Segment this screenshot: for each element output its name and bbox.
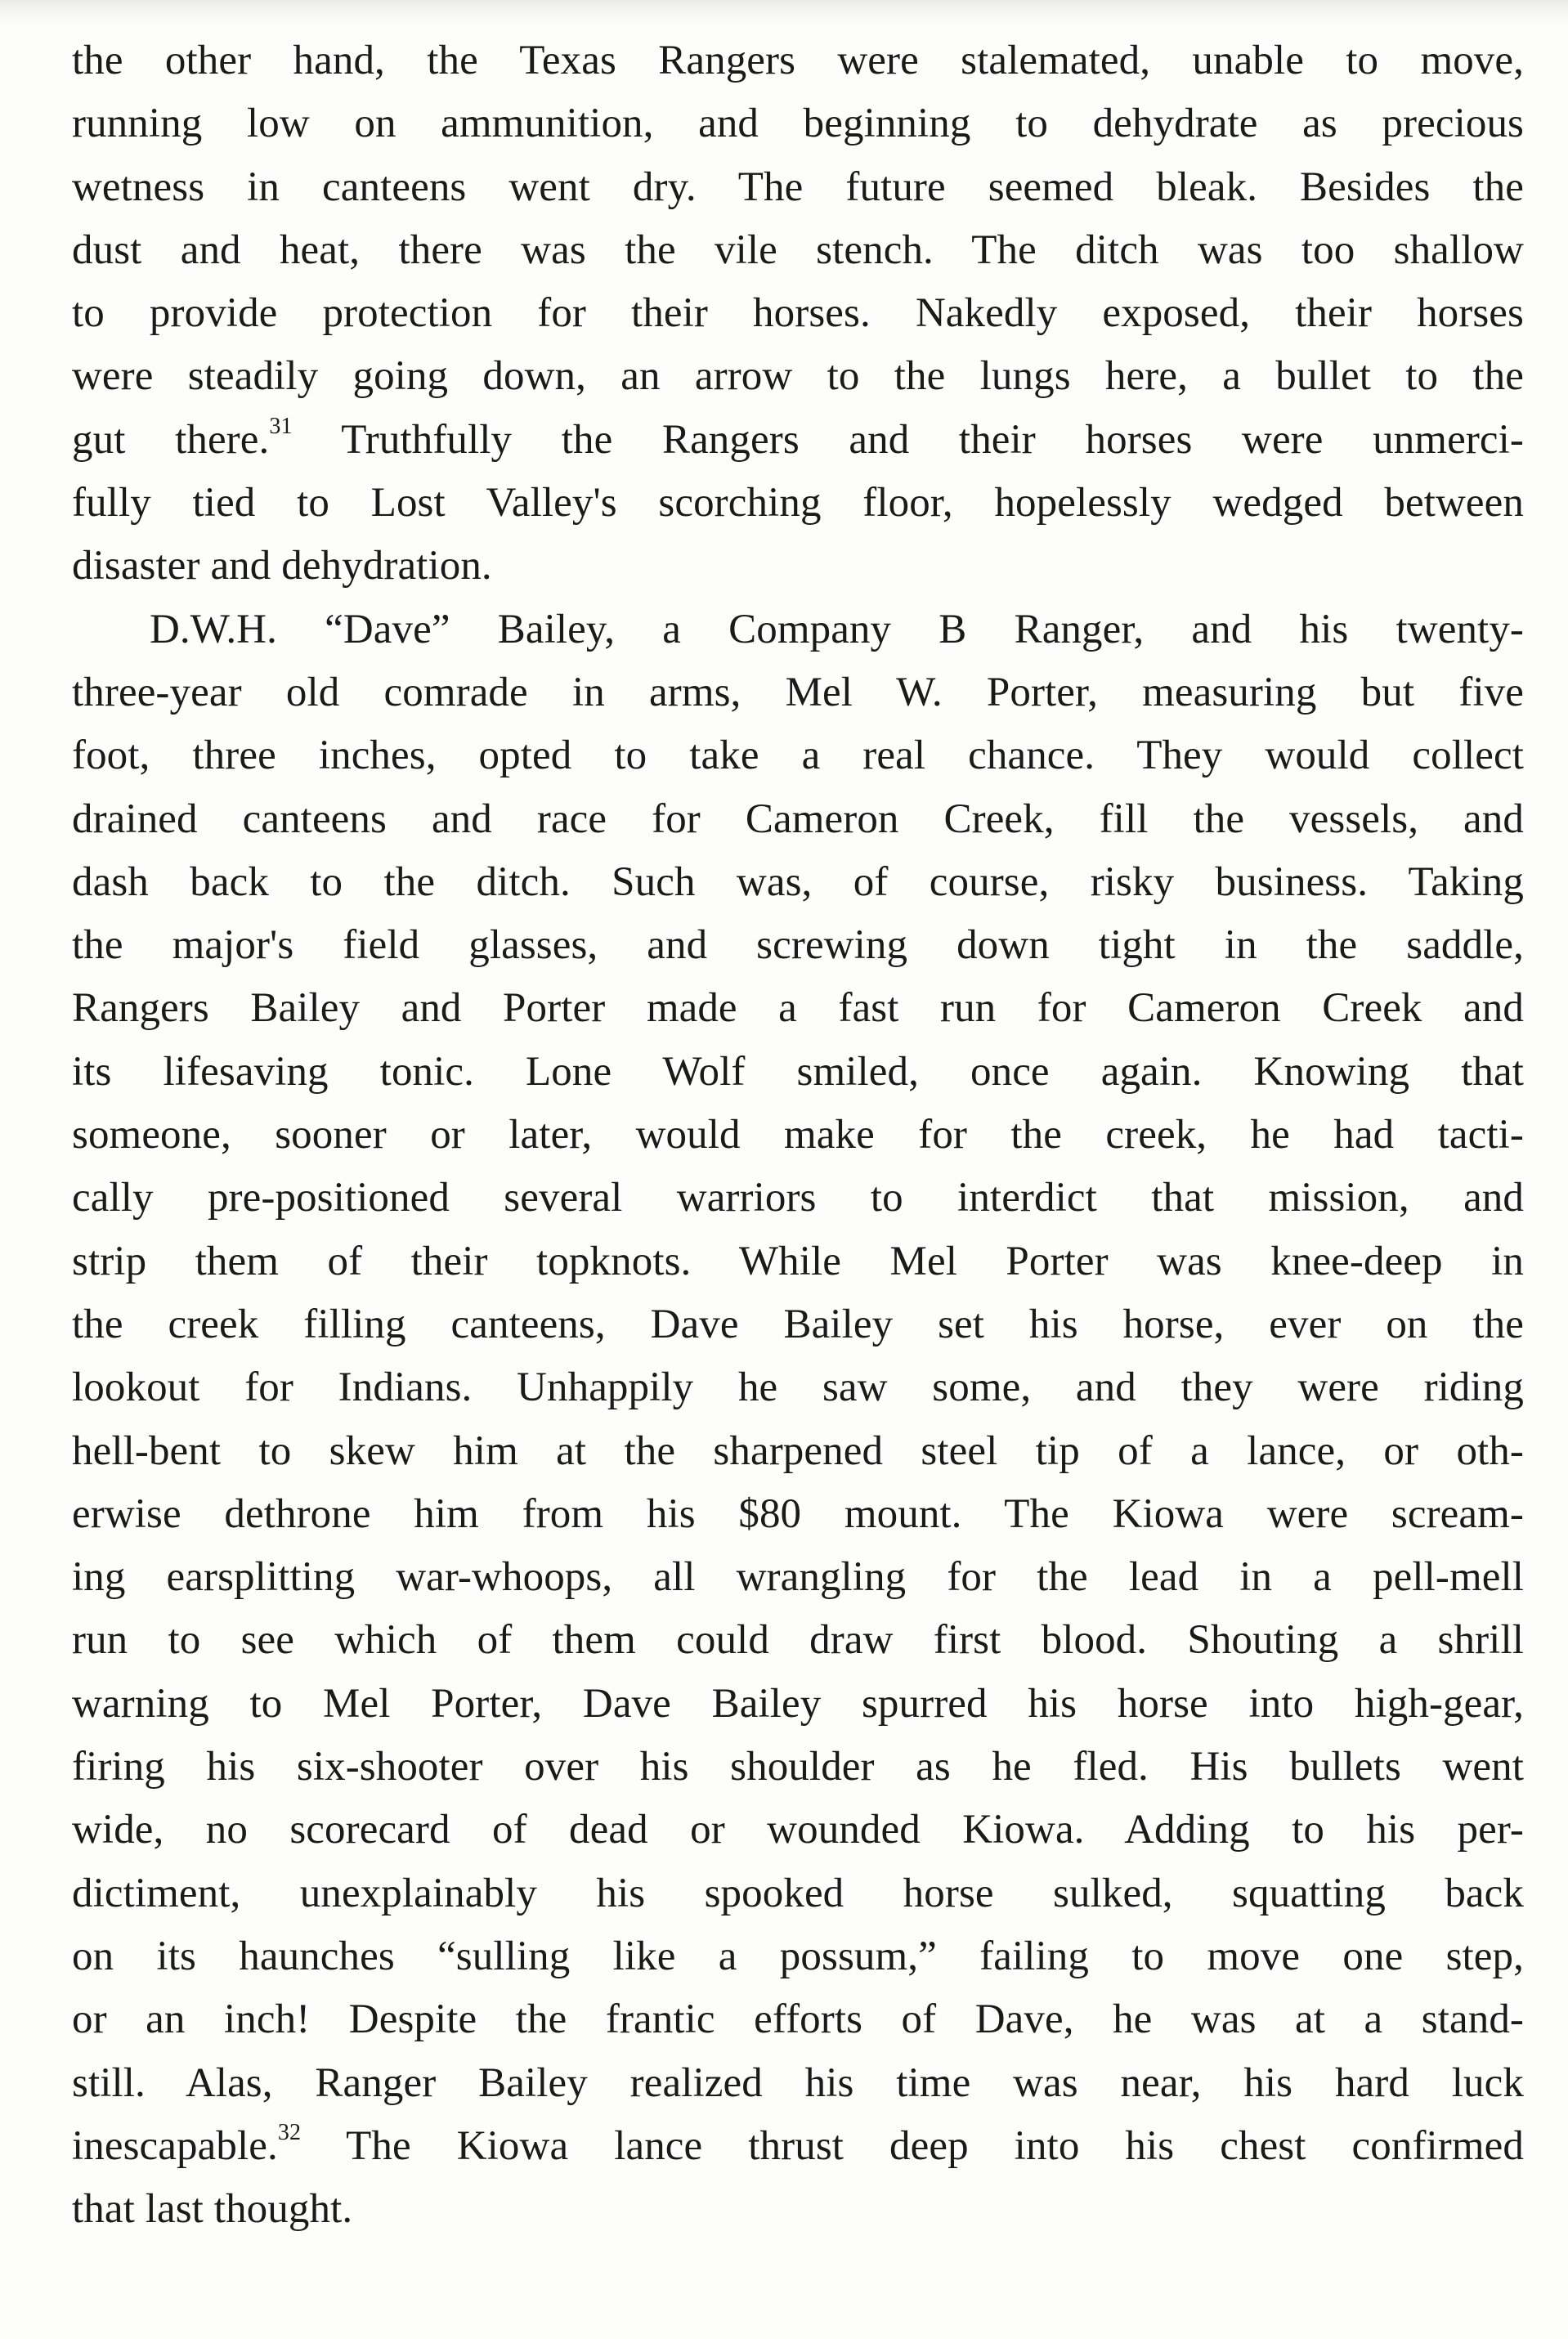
text-line: dust and heat, there was the vile stench. The ditch was too shallow [72,226,1524,273]
text-line: hell-bent to skew him at the sharpened steel tip of a lance, or oth- [72,1427,1524,1474]
text-line: lookout for Indians. Unhappily he saw some, and they were riding [72,1364,1524,1411]
text-line: disaster and dehydration. [72,543,492,589]
text-fragment: The Kiowa lance thrust deep into his chest confirmed [301,2122,1524,2169]
text-line: firing his six-shooter over his shoulder as he fled. His bullets went [72,1744,1524,1790]
text-line: run to see which of them could draw first blood. Shouting a shrill [72,1617,1524,1664]
text-line: the other hand, the Texas Rangers were stalemated, unable to move, [72,38,1524,83]
text-line [72,409,1524,472]
footnote-ref-32: 32 [277,2119,302,2145]
text-line: the creek filling canteens, Dave Bailey set his horse, ever on the [72,1301,1524,1347]
text-line: still. Alas, Ranger Bailey realized his time was near, his hard luck [72,2059,1524,2106]
text-line: Rangers Bailey and Porter made a fast run for Cameron Creek and [72,985,1524,1032]
text-line: warning to Mel Porter, Dave Bailey spurred his horse into high-gear, [72,1680,1524,1727]
text-line: its lifesaving tonic. Lone Wolf smiled, once again. Knowing that [72,1048,1524,1095]
text-line: dictiment, unexplainably his spooked horse sulked, squatting back [72,1870,1524,1916]
text-fragment: inescapable. [72,2122,278,2169]
text-line: dash back to the ditch. Such was, of course, risky business. Taking [72,858,1524,905]
text-line: someone, sooner or later, would make for the creek, he had tacti- [72,1112,1524,1158]
text-line: drained canteens and race for Cameron Creek, fill the vessels, and [72,795,1524,842]
page-top-shadow [0,0,1568,25]
text-line: strip them of their topknots. While Mel Porter was knee-deep in [72,1238,1524,1284]
text-fragment: Truthfully the Rangers and their horses were unmerci- [292,416,1524,463]
text-line: that last thought. [72,2186,353,2233]
text-fragment: gut there. [72,416,270,463]
text-line [72,2115,1524,2178]
text-line: erwise dethrone him from his $80 mount. The Kiowa were scream- [72,1490,1524,1537]
text-line: three-year old comrade in arms, Mel W. Porter, measuring but five [72,669,1524,715]
footnote-ref-31: 31 [269,413,293,439]
text-line: on its haunches “sulling like a possum,” failing to move one step, [72,1933,1524,1979]
text-line: or an inch! Despite the frantic efforts of Dave, he was at a stand- [72,1996,1524,2043]
text-line: were steadily going down, an arrow to the lungs here, a bullet to the [72,353,1524,400]
text-line: the major's field glasses, and screwing down tight in the saddle, [72,922,1524,969]
body-text [72,29,1524,2241]
text-line: fully tied to Lost Valley's scorching floor, hopelessly wedged between [72,480,1524,526]
text-line: D.W.H. “Dave” Bailey, a Company B Ranger, and his twenty- [150,606,1524,652]
text-line: to provide protection for their horses. Nakedly exposed, their horses [72,290,1524,337]
text-line: wetness in canteens went dry. The future seemed bleak. Besides the [72,164,1524,210]
text-line: ing earsplitting war-whoops, all wrangling for the lead in a pell-mell [72,1554,1524,1601]
text-line: foot, three inches, opted to take a real chance. They would collect [72,733,1524,779]
text-line: cally pre-positioned several warriors to interdict that mission, and [72,1175,1524,1221]
text-line: wide, no scorecard of dead or wounded Kiowa. Adding to his per- [72,1807,1524,1853]
text-line: running low on ammunition, and beginning to dehydrate as precious [72,101,1524,147]
